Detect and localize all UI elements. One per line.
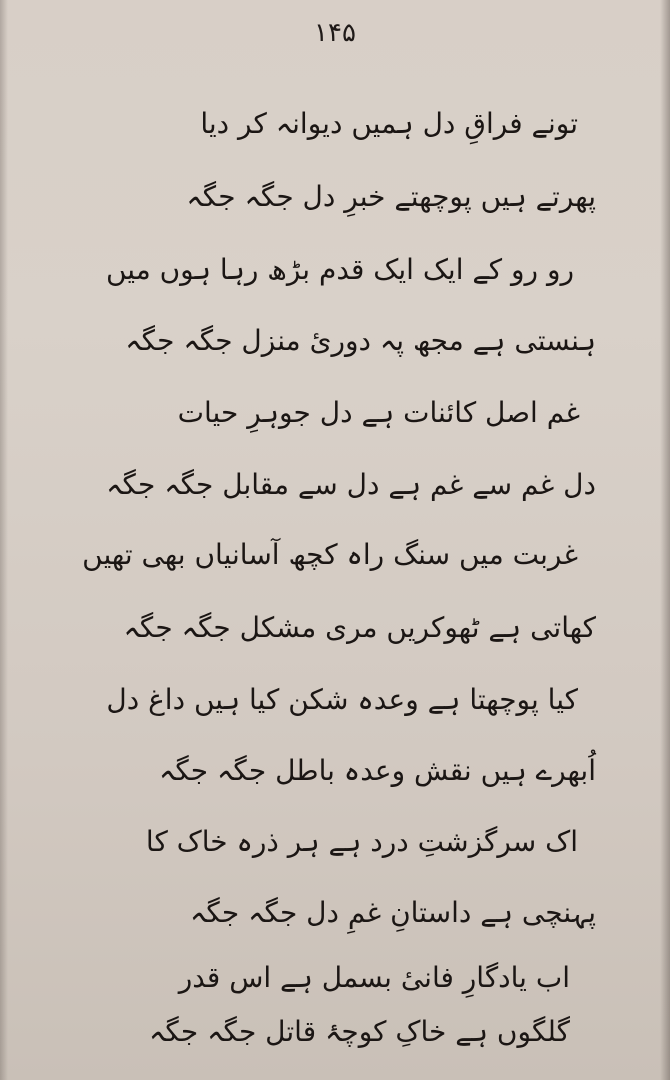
- verse-line-9: کیا پوچھتا ہے وعدہ شکن کیا ہیں داغ دل: [106, 683, 578, 716]
- verse-line-12: پہنچی ہے داستانِ غمِ دل جگہ جگہ: [190, 896, 596, 929]
- verse-line-5: غم اصل کائنات ہے دل جوہرِ حیات: [177, 396, 580, 429]
- verse-line-3: رو رو کے ایک ایک قدم بڑھ رہا ہوں میں: [105, 253, 574, 286]
- verse-line-7: غربت میں سنگ راہ کچھ آسانیاں بھی تھیں: [82, 538, 578, 571]
- verse-line-14: گلگوں ہے خاکِ کوچۂ قاتل جگہ جگہ: [149, 1015, 570, 1048]
- page-number: ۱۴۵: [314, 18, 356, 48]
- verse-line-1: تونے فراقِ دل ہمیں دیوانہ کر دیا: [200, 107, 578, 140]
- verse-line-4: ہنستی ہے مجھ پہ دوریٔ منزل جگہ جگہ: [125, 324, 596, 357]
- verse-line-13: اب یادگارِ فانیٔ بسمل ہے اس قدر: [178, 961, 570, 994]
- verse-line-2: پھرتے ہیں پوچھتے خبرِ دل جگہ جگہ: [186, 180, 596, 213]
- verse-line-6: دل غم سے غم ہے دل سے مقابل جگہ جگہ: [106, 468, 596, 501]
- verse-line-11: اک سرگزشتِ درد ہے ہر ذرہ خاک کا: [145, 825, 578, 858]
- verse-line-10: اُبھرے ہیں نقش وعدہ باطل جگہ جگہ: [158, 754, 596, 787]
- verse-line-8: کھاتی ہے ٹھوکریں مری مشکل جگہ جگہ: [123, 611, 596, 644]
